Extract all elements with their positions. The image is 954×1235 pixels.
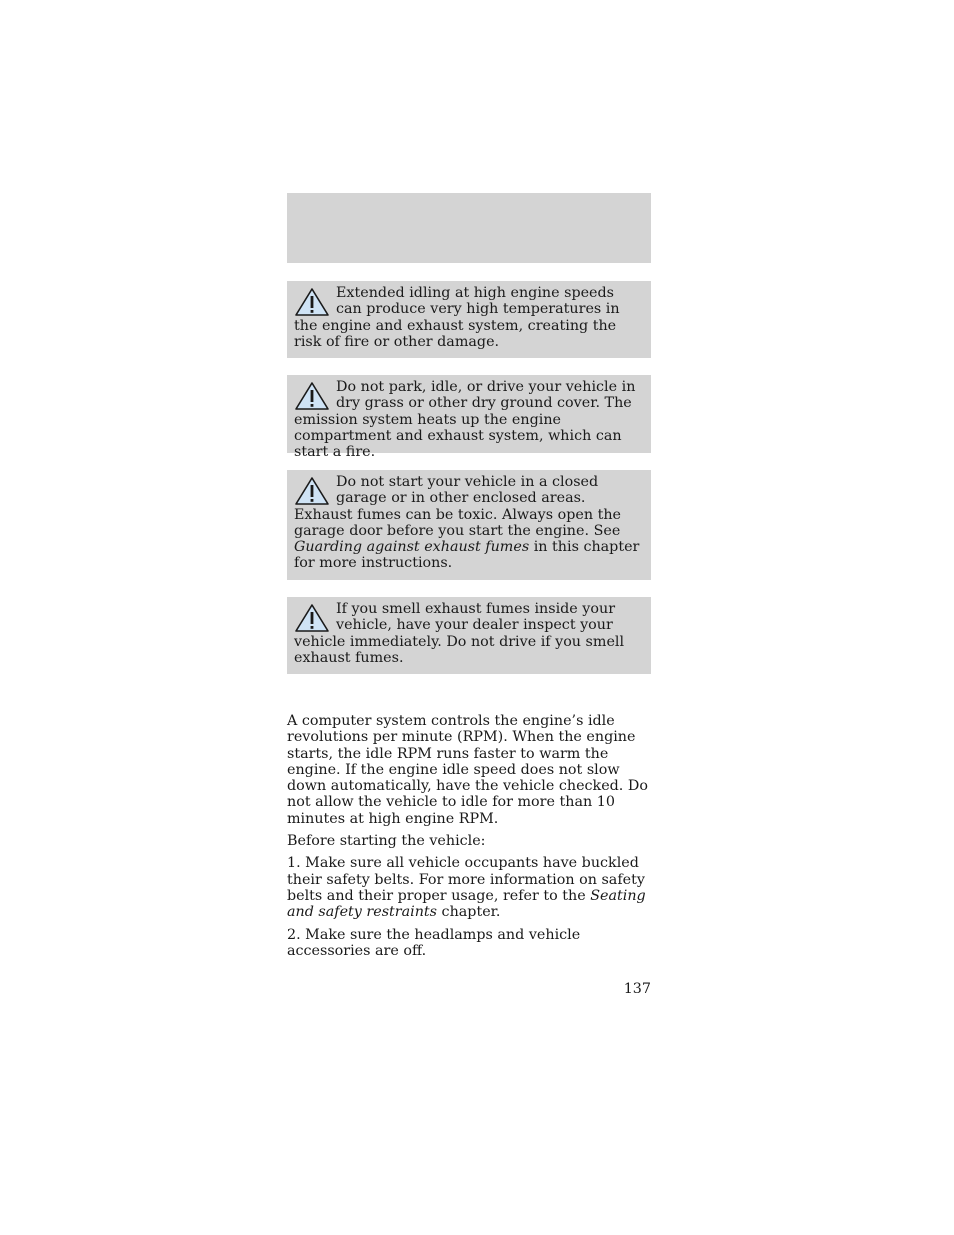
step-1-before: 1. Make sure all vehicle occupants have buckled their safety belts. For more information on safety belts and their proper usage, refer to the [287,855,645,904]
warning-box-dry-grass [287,375,651,461]
warning-triangle-icon [294,603,330,633]
paragraph-before-starting: Before starting the vehicle: [287,833,486,850]
step-2: 2. Make sure the headlamps and vehicle accessories are off. [287,926,581,959]
warning-triangle-icon [294,476,330,506]
step-1 [287,855,653,920]
warning-text: Extended idling at high engine speeds can produce very high temperatures in the engine and exhaust system, creating the risk of fire or other damage. [294,285,620,350]
warning-text-before: Do not start your vehicle in a closed garage or in other enclosed areas. Exhaust fumes can be toxic. Always open the garage door before you start the engine. See [294,474,621,539]
warning-box-exhaust-smell [287,597,651,674]
warning-text: If you smell exhaust fumes inside your vehicle, have your dealer inspect your vehicle immediately. Do not drive if you smell exhaust fumes. [294,601,625,666]
warning-text-italic: Guarding against exhaust fumes [294,539,530,556]
warning-box-idling [287,281,651,358]
warning-text-after: in this chapter for more instructions. [294,539,640,572]
warning-triangle-icon [294,287,330,317]
step-1-italic: Seating and safety restraints [287,887,646,921]
page-number: 137 [623,981,651,997]
warning-triangle-icon [294,381,330,411]
body-text [287,713,653,965]
step-1-after: chapter. [437,904,501,921]
paragraph-idle-rpm: A computer system controls the engine’s idle revolutions per minute (RPM). When the engine starts, the idle RPM runs faster to warm the engine. If the engine idle speed does not slow down automatically, have the vehicle checked. Do not allow the vehicle to idle for more than 10 minutes at high engine RPM. [287,713,648,827]
header-band [287,193,651,263]
warning-box-garage [287,470,651,580]
warning-text: Do not park, idle, or drive your vehicle in dry grass or other dry ground cover. The emission system heats up the engine compartment and exhaust system, which can start a fire. [294,379,636,461]
warning-text [294,474,644,572]
